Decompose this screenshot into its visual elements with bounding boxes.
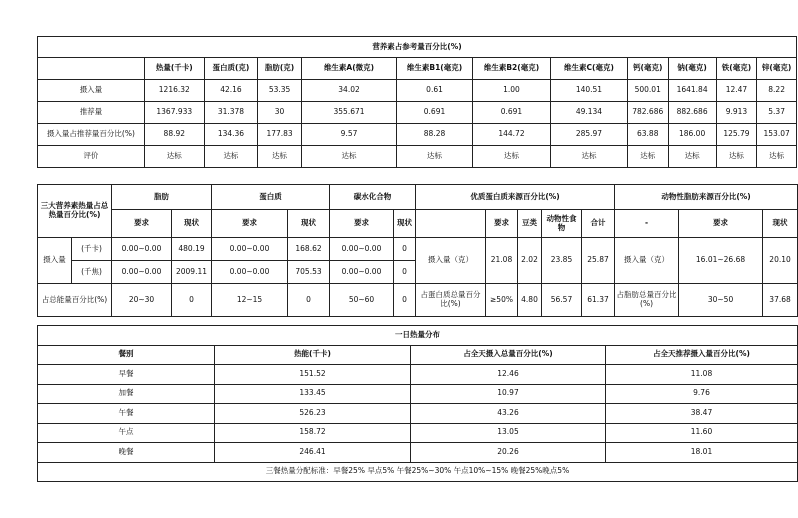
subheader-status: 现状 xyxy=(394,210,416,238)
pct-energy-label: 占总能量百分比(%) xyxy=(38,284,112,317)
table-cell: 11.08 xyxy=(606,365,798,385)
table-cell: ≥50% xyxy=(486,284,518,317)
table-cell: 168.62 xyxy=(288,238,330,261)
table-cell: 0 xyxy=(172,284,212,317)
table-cell: 53.35 xyxy=(258,80,302,102)
subheader-requirement: 要求 xyxy=(112,210,172,238)
table-cell: 0.691 xyxy=(397,102,473,124)
table-cell: 12~15 xyxy=(212,284,288,317)
table-row xyxy=(38,404,798,424)
table-cell: 31.378 xyxy=(204,102,257,124)
unit-label: (千卡) xyxy=(72,238,112,261)
subheader-status: 现状 xyxy=(172,210,212,238)
table-cell: 0.00~0.00 xyxy=(112,261,172,284)
table-cell: 20.10 xyxy=(763,238,798,284)
row-label: 评价 xyxy=(38,146,145,168)
subheader-status: 现状 xyxy=(288,210,330,238)
table-cell: 50~60 xyxy=(330,284,394,317)
header-cell xyxy=(38,58,145,80)
table-cell: 0.00~0.00 xyxy=(112,238,172,261)
table-cell: 30 xyxy=(258,102,302,124)
animal-pct-label: 占脂肪总量百分比(%) xyxy=(615,284,679,317)
table-cell: 526.23 xyxy=(215,404,411,424)
subheader-blank xyxy=(416,210,486,238)
table-cell: 30~50 xyxy=(679,284,763,317)
table-cell: 140.51 xyxy=(550,80,627,102)
table-cell: 达标 xyxy=(716,146,757,168)
table-cell: 12.46 xyxy=(411,365,606,385)
table-cell: 134.36 xyxy=(204,124,257,146)
meal-label: 早餐 xyxy=(38,365,215,385)
table-cell: 18.01 xyxy=(606,443,798,463)
table-cell: 12.47 xyxy=(716,80,757,102)
table-cell: 4.80 xyxy=(518,284,542,317)
subheader-dash: - xyxy=(615,210,679,238)
subheader-total: 合计 xyxy=(582,210,615,238)
header-cell: 占全天摄入总量百分比(%) xyxy=(411,345,606,365)
header-cell: 餐别 xyxy=(38,345,215,365)
table-cell: 1641.84 xyxy=(668,80,716,102)
table-cell: 8.22 xyxy=(757,80,797,102)
table-cell: 0.61 xyxy=(397,80,473,102)
table-cell: 0 xyxy=(394,284,416,317)
table-cell: 20.26 xyxy=(411,443,606,463)
table-cell: 1216.32 xyxy=(144,80,204,102)
energy-standard-note: 三餐热量分配标准：早餐25% 早点5% 午餐25%~30% 午点10%~15% 晚餐25%晚点5% xyxy=(38,462,798,482)
table-row xyxy=(38,238,798,261)
table-cell: 0.00~0.00 xyxy=(330,261,394,284)
row-label: 摄入量 xyxy=(38,80,145,102)
table-cell: 158.72 xyxy=(215,423,411,443)
table-cell: 186.00 xyxy=(668,124,716,146)
distribution-header-row xyxy=(38,345,798,365)
table-cell: 11.60 xyxy=(606,423,798,443)
table-cell: 5.37 xyxy=(757,102,797,124)
table-cell: 9.913 xyxy=(716,102,757,124)
group-header-protein: 蛋白质 xyxy=(212,185,330,210)
header-cell: 维生素A(微克) xyxy=(301,58,396,80)
macronutrient-corner-label: 三大营养素热量占总热量百分比(%) xyxy=(38,185,112,238)
table-cell: 达标 xyxy=(472,146,550,168)
header-cell: 维生素C(毫克) xyxy=(550,58,627,80)
group-header-carb: 碳水化合物 xyxy=(330,185,416,210)
macronutrient-energy-table xyxy=(37,184,798,317)
table-cell: 10.97 xyxy=(411,384,606,404)
table-cell: 0.691 xyxy=(472,102,550,124)
subheader-requirement: 要求 xyxy=(679,210,763,238)
table-cell: 61.37 xyxy=(582,284,615,317)
table-cell: 705.53 xyxy=(288,261,330,284)
table-cell: 达标 xyxy=(757,146,797,168)
table-cell: 25.87 xyxy=(582,238,615,284)
table-row xyxy=(38,284,798,317)
table-cell: 21.08 xyxy=(486,238,518,284)
table-cell: 达标 xyxy=(668,146,716,168)
header-cell: 占全天推荐摄入量百分比(%) xyxy=(606,345,798,365)
daily-energy-distribution-table xyxy=(37,325,798,482)
table-cell: 37.68 xyxy=(763,284,798,317)
table-row xyxy=(38,384,798,404)
table-cell: 355.671 xyxy=(301,102,396,124)
table-cell: 23.85 xyxy=(542,238,582,284)
table-cell: 9.57 xyxy=(301,124,396,146)
quality-intake-label: 摄入量（克） xyxy=(416,238,486,284)
unit-label: (千焦) xyxy=(72,261,112,284)
table-cell: 0 xyxy=(394,261,416,284)
table-cell: 153.07 xyxy=(757,124,797,146)
table-cell: 0.00~0.00 xyxy=(212,261,288,284)
table-row xyxy=(38,146,797,168)
meal-label: 午餐 xyxy=(38,404,215,424)
table-row xyxy=(38,443,798,463)
header-cell: 维生素B2(毫克) xyxy=(472,58,550,80)
meal-label: 加餐 xyxy=(38,384,215,404)
table-cell: 9.76 xyxy=(606,384,798,404)
table-cell: 0.00~0.00 xyxy=(212,238,288,261)
table-cell: 125.79 xyxy=(716,124,757,146)
table-cell: 63.88 xyxy=(627,124,668,146)
table-cell: 1367.933 xyxy=(144,102,204,124)
table-cell: 达标 xyxy=(627,146,668,168)
table-row xyxy=(38,423,798,443)
table-cell: 达标 xyxy=(144,146,204,168)
table-cell: 2009.11 xyxy=(172,261,212,284)
table-cell: 144.72 xyxy=(472,124,550,146)
table-row xyxy=(38,102,797,124)
table-cell: 49.134 xyxy=(550,102,627,124)
table-cell: 88.28 xyxy=(397,124,473,146)
table-cell: 285.97 xyxy=(550,124,627,146)
subheader-requirement: 要求 xyxy=(486,210,518,238)
header-cell: 铁(毫克) xyxy=(716,58,757,80)
group-header-animal-fat: 动物性脂肪来源百分比(%) xyxy=(615,185,798,210)
table-cell: 43.26 xyxy=(411,404,606,424)
nutrient-table-title: 营养素占参考量百分比(%) xyxy=(38,37,797,58)
table-cell: 20~30 xyxy=(112,284,172,317)
header-cell: 维生素B1(毫克) xyxy=(397,58,473,80)
subheader-requirement: 要求 xyxy=(212,210,288,238)
table-cell: 16.01~26.68 xyxy=(679,238,763,284)
table-cell: 480.19 xyxy=(172,238,212,261)
table-cell: 2.02 xyxy=(518,238,542,284)
header-cell: 钠(毫克) xyxy=(668,58,716,80)
header-cell: 锌(毫克) xyxy=(757,58,797,80)
table-row xyxy=(38,80,797,102)
table-cell: 246.41 xyxy=(215,443,411,463)
meal-label: 晚餐 xyxy=(38,443,215,463)
subheader-requirement: 要求 xyxy=(330,210,394,238)
header-cell: 蛋白质(克) xyxy=(204,58,257,80)
table-cell: 达标 xyxy=(397,146,473,168)
table-cell: 0 xyxy=(288,284,330,317)
table-row xyxy=(38,124,797,146)
table-cell: 达标 xyxy=(204,146,257,168)
group-header-quality-protein: 优质蛋白质来源百分比(%) xyxy=(416,185,615,210)
table-cell: 38.47 xyxy=(606,404,798,424)
header-cell: 热能(千卡) xyxy=(215,345,411,365)
table-cell: 56.57 xyxy=(542,284,582,317)
table-cell: 13.05 xyxy=(411,423,606,443)
table-cell: 500.01 xyxy=(627,80,668,102)
distribution-title: 一日热量分布 xyxy=(38,326,798,346)
table-cell: 1.00 xyxy=(472,80,550,102)
table-cell: 133.45 xyxy=(215,384,411,404)
nutrient-header-row xyxy=(38,58,797,80)
table-cell: 达标 xyxy=(550,146,627,168)
subheader-animal-food: 动物性食物 xyxy=(542,210,582,238)
intake-label: 摄入量 xyxy=(38,238,72,284)
subheader-status: 现状 xyxy=(763,210,798,238)
animal-intake-label: 摄入量（克） xyxy=(615,238,679,284)
quality-pct-label: 占蛋白质总量百分比(%) xyxy=(416,284,486,317)
table-cell: 达标 xyxy=(301,146,396,168)
table-cell: 42.16 xyxy=(204,80,257,102)
table-cell: 177.83 xyxy=(258,124,302,146)
table-cell: 88.92 xyxy=(144,124,204,146)
header-cell: 脂肪(克) xyxy=(258,58,302,80)
subheader-legume: 豆类 xyxy=(518,210,542,238)
table-cell: 151.52 xyxy=(215,365,411,385)
table-row xyxy=(38,365,798,385)
table-cell: 34.02 xyxy=(301,80,396,102)
table-cell: 882.686 xyxy=(668,102,716,124)
meal-label: 午点 xyxy=(38,423,215,443)
table-cell: 0 xyxy=(394,238,416,261)
table-cell: 0.00~0.00 xyxy=(330,238,394,261)
row-label: 推荐量 xyxy=(38,102,145,124)
group-header-fat: 脂肪 xyxy=(112,185,212,210)
row-label: 摄入量占推荐量百分比(%) xyxy=(38,124,145,146)
nutrient-percentage-table xyxy=(37,36,797,168)
header-cell: 热量(千卡) xyxy=(144,58,204,80)
header-cell: 钙(毫克) xyxy=(627,58,668,80)
table-cell: 782.686 xyxy=(627,102,668,124)
table-cell: 达标 xyxy=(258,146,302,168)
